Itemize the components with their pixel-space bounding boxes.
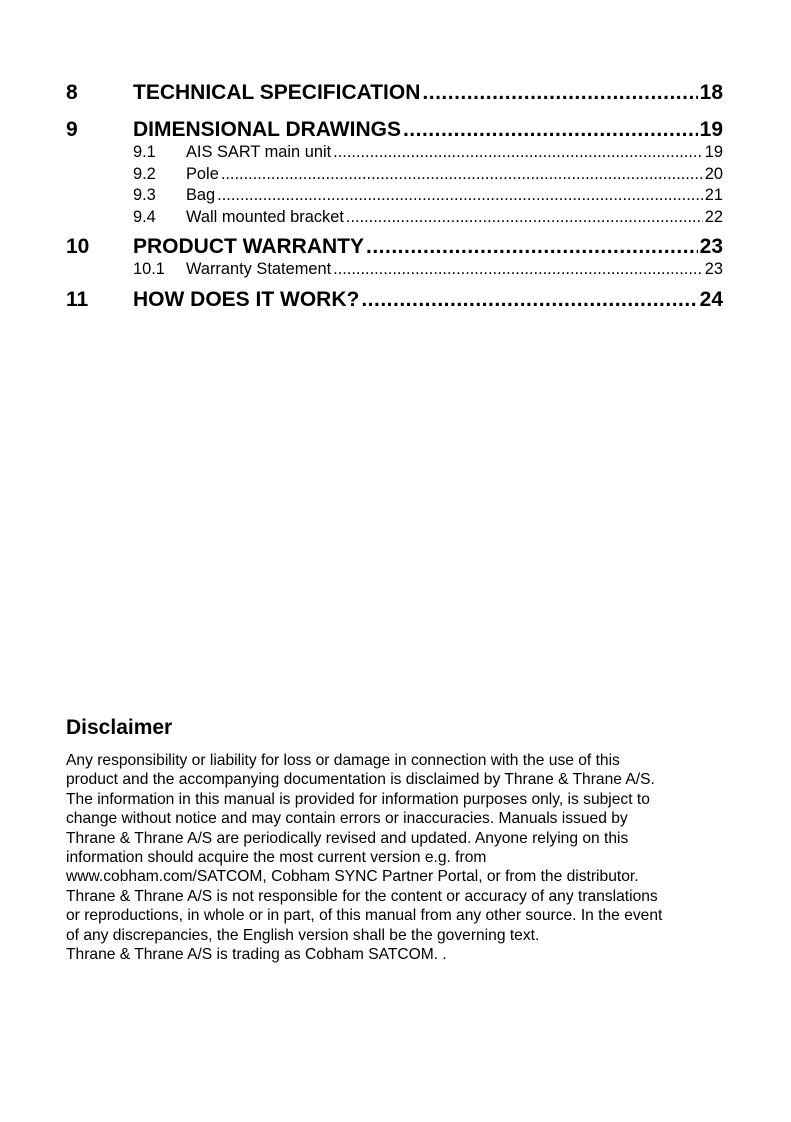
disclaimer-section	[66, 714, 731, 964]
table-of-contents	[66, 78, 723, 315]
toc-entry-number: 9.3	[133, 186, 156, 204]
toc-entry-number: 9.4	[133, 207, 156, 226]
toc-entry-title: Pole	[186, 164, 219, 183]
disclaimer-line: product and the accompanying documentation is disclaimed by Thrane & Thrane A/S.	[66, 771, 655, 789]
toc-leader-dots	[366, 232, 698, 262]
disclaimer-line: change without notice and may contain errors or inaccuracies. Manuals issued by	[66, 810, 628, 828]
toc-entry-9[interactable]	[66, 115, 723, 145]
toc-entry-number: 10	[66, 235, 90, 258]
disclaimer-line: Thrane & Thrane A/S is not responsible for the content or accuracy of any translations	[66, 887, 658, 905]
disclaimer-line: The information in this manual is provided for information purposes only, is subject to	[66, 790, 650, 808]
toc-entry-number: 11	[66, 287, 89, 311]
toc-leader-dots	[422, 78, 697, 108]
disclaimer-line: Any responsibility or liability for loss or damage in connection with the use of this	[66, 752, 620, 769]
toc-entry-page: 23	[704, 260, 723, 278]
toc-entry-title: Bag	[186, 186, 216, 204]
disclaimer-line: of any discrepancies, the English version shall be the governing text.	[66, 926, 540, 944]
disclaimer-heading: Disclaimer	[66, 716, 173, 739]
toc-entry-9-3[interactable]	[66, 185, 723, 207]
toc-entry-title: TECHNICAL SPECIFICATION	[133, 81, 421, 104]
toc-entry-title: Warranty Statement	[186, 260, 332, 278]
toc-entry-number: 10.1	[133, 260, 165, 278]
toc-entry-number: 9	[66, 118, 78, 141]
toc-entry-number: 8	[66, 81, 78, 104]
toc-entry-10-1[interactable]	[66, 259, 723, 281]
toc-leader-dots	[361, 285, 697, 315]
toc-entry-title: Wall mounted bracket	[186, 207, 344, 226]
toc-entry-9-1[interactable]	[66, 142, 723, 164]
toc-entry-page: 22	[704, 207, 723, 226]
disclaimer-body	[66, 751, 731, 964]
toc-leader-dots	[333, 142, 703, 164]
toc-entry-page: 18	[699, 81, 723, 104]
toc-entry-page: 24	[699, 287, 723, 311]
toc-leader-dots	[403, 115, 698, 145]
toc-leader-dots	[221, 164, 703, 186]
toc-entry-page: 20	[704, 164, 723, 183]
toc-entry-title: DIMENSIONAL DRAWINGS	[133, 118, 401, 141]
toc-entry-9-4[interactable]	[66, 207, 723, 229]
toc-entry-number: 9.2	[133, 164, 156, 183]
toc-entry-title: AIS SART main unit	[186, 143, 332, 161]
toc-entry-page: 23	[699, 235, 723, 258]
toc-entry-8[interactable]	[66, 78, 723, 108]
disclaimer-line: or reproductions, in whole or in part, of this manual from any other source. In the event	[66, 907, 663, 925]
toc-entry-10[interactable]	[66, 232, 723, 262]
toc-entry-9-2[interactable]	[66, 164, 723, 186]
toc-entry-page: 21	[704, 186, 723, 204]
toc-entry-page: 19	[699, 118, 723, 141]
toc-leader-dots	[333, 259, 703, 281]
toc-leader-dots	[217, 185, 703, 207]
toc-entry-page: 19	[704, 143, 723, 161]
toc-entry-number: 9.1	[133, 143, 156, 161]
disclaimer-line: information should acquire the most current version e.g. from	[66, 849, 487, 867]
toc-entry-title: HOW DOES IT WORK?	[133, 287, 360, 311]
disclaimer-line: Thrane & Thrane A/S is trading as Cobham SATCOM. .	[66, 946, 447, 964]
toc-leader-dots	[346, 207, 703, 229]
toc-entry-11[interactable]	[66, 285, 723, 315]
disclaimer-line: Thrane & Thrane A/S are periodically revised and updated. Anyone relying on this	[66, 829, 629, 847]
disclaimer-line: www.cobham.com/SATCOM, Cobham SYNC Partner Portal, or from the distributor.	[66, 868, 639, 886]
toc-entry-title: PRODUCT WARRANTY	[133, 235, 364, 258]
